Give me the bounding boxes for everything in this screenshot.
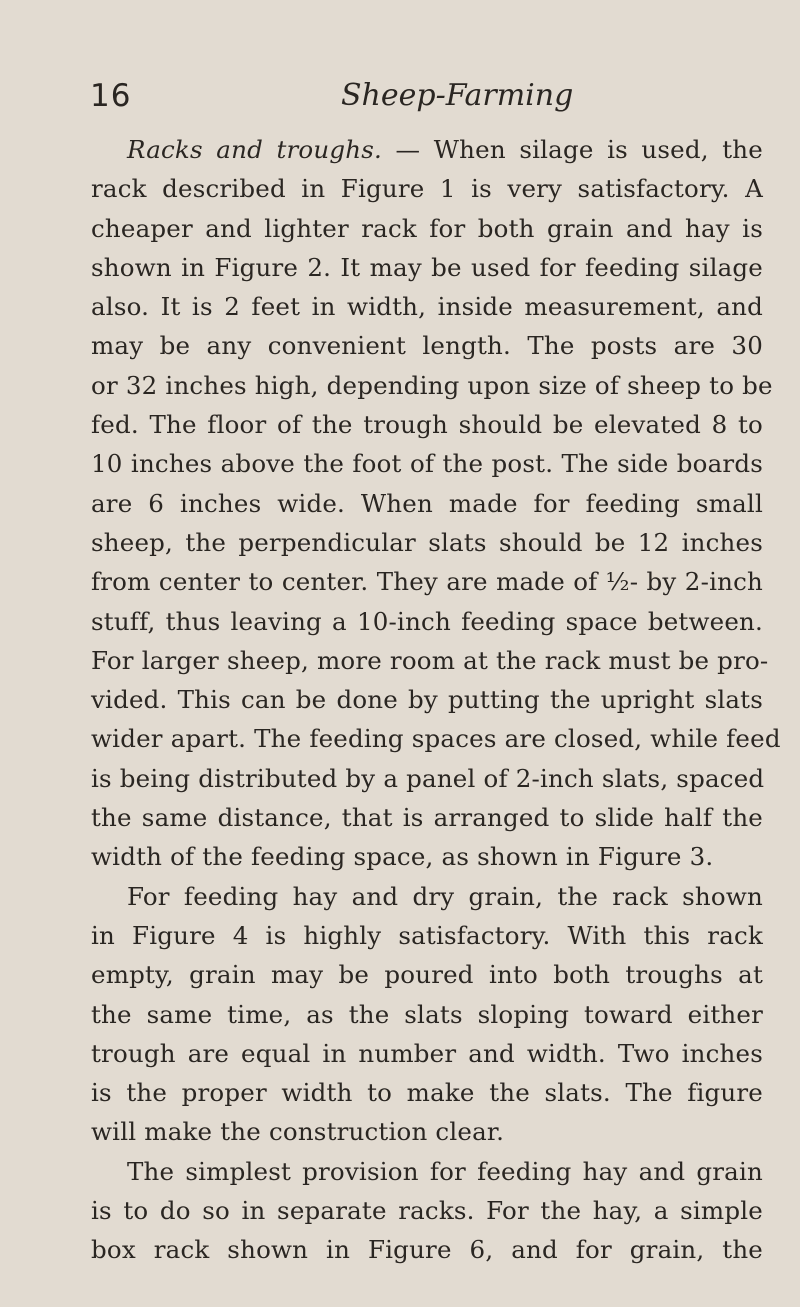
text-line bbox=[91, 130, 763, 169]
text-line: For feeding hay and dry grain, the rack shown bbox=[127, 881, 763, 911]
section-heading: Racks and troughs. bbox=[127, 135, 382, 164]
text-line: is to do so in separate racks. For the hay, a simple bbox=[91, 1196, 763, 1226]
text-line: is the proper width to make the slats. The figure bbox=[91, 1078, 763, 1108]
text-line: may be any convenient length. The posts are 30 bbox=[91, 331, 763, 361]
text-line: will make the construction clear. bbox=[91, 1117, 505, 1147]
text-line: fed. The floor of the trough should be elevated 8 to bbox=[91, 410, 763, 440]
text-line: The simplest provision for feeding hay and grain bbox=[127, 1156, 763, 1186]
running-title: Sheep-Farming bbox=[341, 78, 574, 113]
text-line: cheaper and lighter rack for both grain and hay is bbox=[91, 213, 763, 243]
text-line: also. It is 2 feet in width, inside measurement, and bbox=[91, 292, 763, 322]
text-line: are 6 inches wide. When made for feeding small bbox=[91, 488, 763, 518]
text-line: shown in Figure 2. It may be used for feeding silage bbox=[91, 252, 763, 282]
text-line: 10 inches above the foot of the post. The side boards bbox=[91, 449, 763, 479]
text-line: is being distributed by a panel of 2-inch slats, spaced bbox=[91, 763, 765, 793]
text-line: in Figure 4 is highly satisfactory. With this rack bbox=[91, 920, 763, 950]
page-number: 16 bbox=[90, 78, 132, 114]
text-line: width of the feeding space, as shown in Figure 3. bbox=[91, 842, 714, 872]
text-line: from center to center. They are made of ½- by 2-inch bbox=[91, 567, 763, 597]
text-line: For larger sheep, more room at the rack must be pro- bbox=[91, 645, 769, 675]
text-line: trough are equal in number and width. Two inches bbox=[91, 1038, 763, 1068]
text-line: the same time, as the slats sloping toward either bbox=[91, 999, 763, 1029]
text-line: stuff, thus leaving a 10-inch feeding space between. bbox=[91, 606, 763, 636]
running-head bbox=[90, 78, 770, 118]
text-line: sheep, the perpendicular slats should be 12 inches bbox=[91, 527, 763, 557]
text-line: or 32 inches high, depending upon size of sheep to be bbox=[91, 370, 773, 400]
text-line-fragment: — When silage is used, the bbox=[382, 135, 763, 164]
text-line: wider apart. The feeding spaces are closed, while feed bbox=[91, 724, 781, 754]
text-line: rack described in Figure 1 is very satisfactory. A bbox=[91, 174, 763, 204]
text-line: empty, grain may be poured into both troughs at bbox=[91, 960, 763, 990]
text-line: the same distance, that is arranged to slide half the bbox=[91, 803, 763, 833]
body-text bbox=[91, 130, 781, 1270]
text-line: vided. This can be done by putting the upright slats bbox=[91, 685, 763, 715]
text-line: box rack shown in Figure 6, and for grain, the bbox=[91, 1235, 763, 1265]
